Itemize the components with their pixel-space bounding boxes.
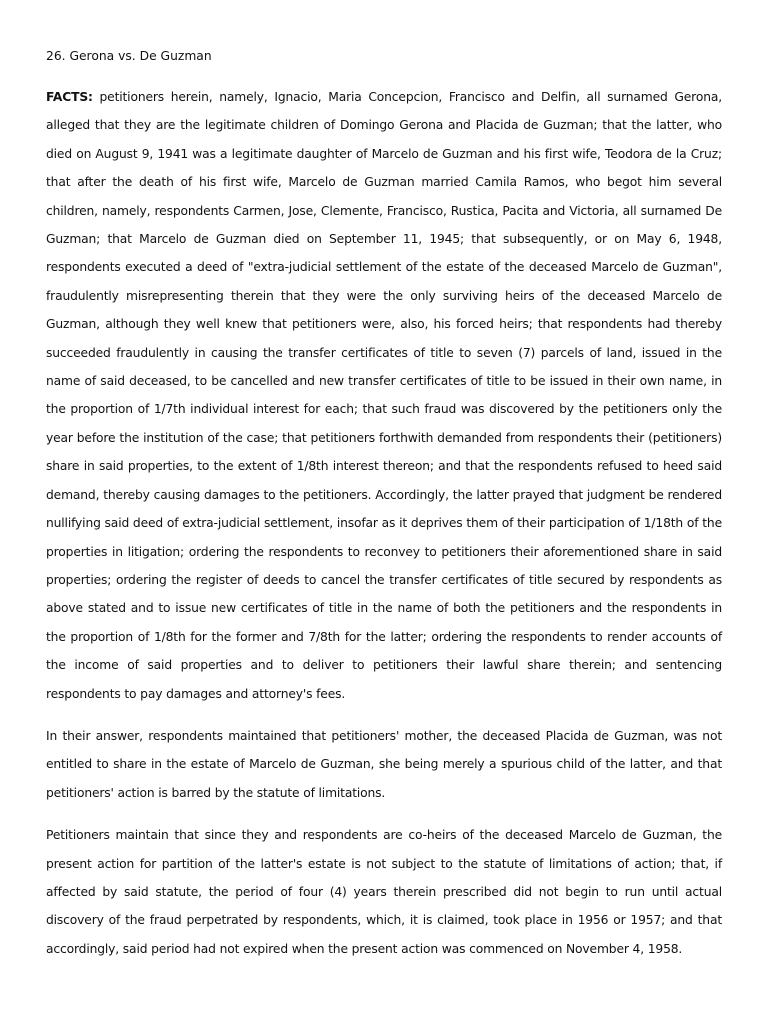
- answer-paragraph: In their answer, respondents maintained that petitioners' mother, the deceased Placida de Guzman, was not entitled to share in the estate of Marcelo de Guzman, she being merely a spurious child of the latter, and that petitioners' action is barred by the statute of limitations.: [46, 728, 722, 800]
- facts-text: petitioners herein, namely, Ignacio, Maria Concepcion, Francisco and Delfin, all surnamed Gerona, alleged that they are the legitimate children of Domingo Gerona and Placida de Guzman; that the latter, who died on August 9, 1941 was a legitimate daughter of Marcelo de Guzman and his first wife, Teodora de la Cruz; that after the death of his first wife, Marcelo de Guzman married Camila Ramos, who begot him several children, namely, respondents Carmen, Jose, Clemente, Francisco, Rustica, Pacita and Victoria, all surnamed De Guzman; that Marcelo de Guzman died on September 11, 1945; that subsequently, or on May 6, 1948, respondents executed a deed of "extra-judicial settlement of the estate of the deceased Marcelo de Guzman", fraudulently misrepresenting therein that they were the only surviving heirs of the deceased Marcelo de Guzman, although they well knew that petitioners were, also, his forced heirs; that respondents had thereby succeeded fraudulently in causing the transfer certificates of title to seven (7) parcels of land, issued in the name of said deceased, to be cancelled and new transfer certificates of title to be issued in their own name, in the proportion of 1/7th individual interest for each; that such fraud was discovered by the petitioners only the year before the institution of the case; that petitioners forthwith demanded from respondents their (petitioners) share in said properties, to the extent of 1/8th interest thereon; and that the respondents refused to heed said demand, thereby causing damages to the petitioners. Accordingly, the latter prayed that judgment be rendered nullifying said deed of extra-judicial settlement, insofar as it deprives them of their participation of 1/18th of the properties in litigation; ordering the respondents to reconvey to petitioners their aforementioned share in said properties; ordering the register of deeds to cancel the transfer certificates of title secured by respondents as above stated and to issue new certificates of title in the name of both the petitioners and the respondents in the proportion of 1/8th for the former and 7/8th for the latter; ordering the respondents to render accounts of the income of said properties and to deliver to petitioners their lawful share therein; and sentencing respondents to pay damages and attorney's fees.: [46, 90, 722, 701]
- case-title: 26. Gerona vs. De Guzman: [46, 49, 212, 63]
- document-page: [46, 45, 722, 977]
- facts-label: FACTS:: [46, 90, 93, 104]
- petitioners-paragraph: Petitioners maintain that since they and respondents are co-heirs of the deceased Marcelo de Guzman, the present action for partition of the latter's estate is not subject to the statute of limitations of action; that, if affected by said statute, the period of four (4) years therein prescribed did not begin to run until actual discovery of the fraud perpetrated by respondents, which, it is claimed, took place in 1956 or 1957; and that accordingly, said period had not expired when the present action was commenced on November 4, 1958.: [46, 828, 722, 956]
- facts-paragraph: [46, 83, 722, 708]
